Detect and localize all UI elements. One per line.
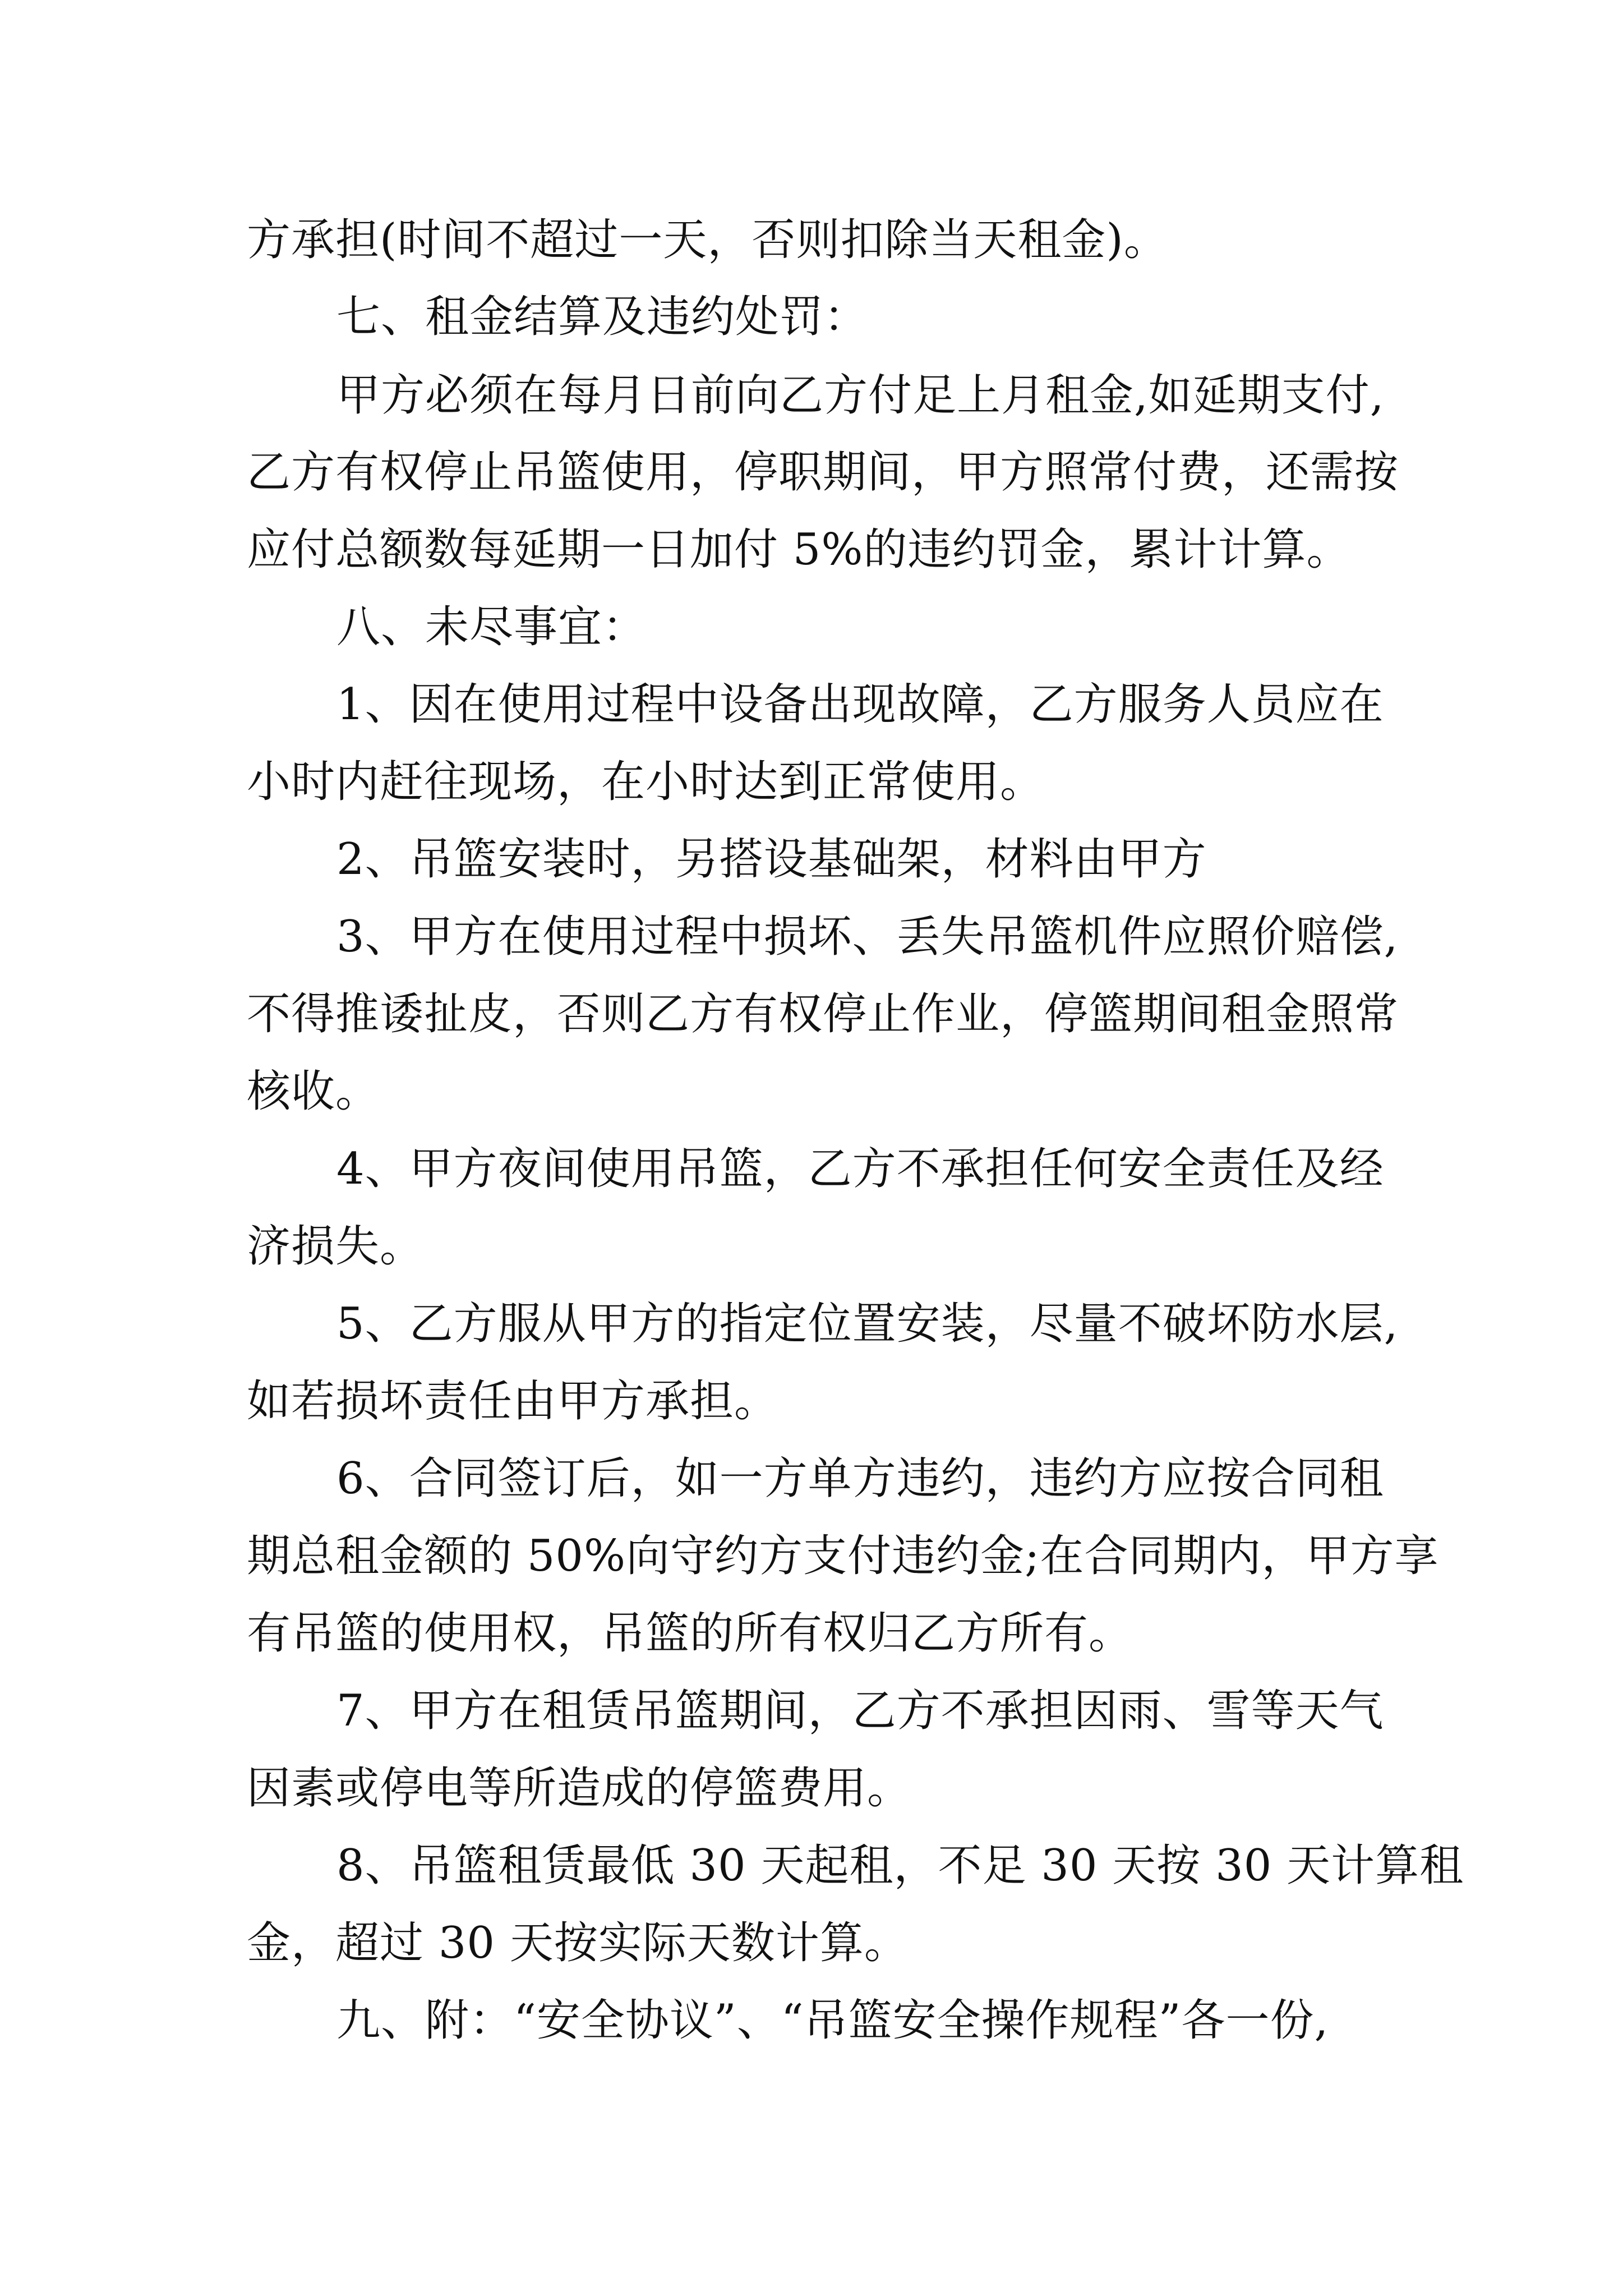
text-line-24: 九、附：“安全协议”、“吊篮安全操作规程”各一份, <box>336 1995 1329 2046</box>
text-line-10: 3、甲方在使用过程中损坏、丢失吊篮机件应照价赔偿, <box>336 912 1399 962</box>
text-line-7: 1、因在使用过程中设备出现故障，乙方服务人员应在 <box>336 679 1384 730</box>
text-line-20: 7、甲方在租赁吊篮期间，乙方不承担因雨、雪等天气 <box>336 1686 1384 1736</box>
section-heading-rent-settlement: 七、租金结算及违约处罚： <box>336 292 869 342</box>
text-line-19: 有吊篮的使用权，吊篮的所有权归乙方所有。 <box>247 1608 1133 1659</box>
text-line-16: 如若损坏责任由甲方承担。 <box>247 1376 779 1427</box>
text-line-23: 金，超过 30 天按实际天数计算。 <box>247 1918 909 1968</box>
text-line-4: 乙方有权停止吊篮使用，停职期间，甲方照常付费，还需按 <box>247 447 1399 498</box>
text-line-9: 2、吊篮安装时，另搭设基础架，材料由甲方 <box>336 834 1207 885</box>
text-line-18: 期总租金额的 50%向守约方支付违约金;在合同期内，甲方享 <box>247 1531 1439 1581</box>
section-heading-other-matters: 八、未尽事宜： <box>336 602 647 652</box>
text-line-15: 5、乙方服从甲方的指定位置安装，尽量不破坏防水层, <box>336 1299 1399 1349</box>
text-line-14: 济损失。 <box>247 1221 425 1272</box>
text-line-8: 小时内赶往现场，在小时达到正常使用。 <box>247 757 1045 807</box>
text-line-13: 4、甲方夜间使用吊篮，乙方不承担任何安全责任及经 <box>336 1144 1384 1194</box>
text-line-17: 6、合同签订后，如一方单方违约，违约方应按合同租 <box>336 1453 1384 1504</box>
text-line-3: 甲方必须在每月日前向乙方付足上月租金,如延期支付, <box>336 370 1385 421</box>
text-line-5: 应付总额数每延期一日加付 5%的违约罚金，累计计算。 <box>247 524 1351 575</box>
text-line-12: 核收。 <box>247 1066 380 1117</box>
text-line-21: 因素或停电等所造成的停篮费用。 <box>247 1763 912 1814</box>
text-line-22: 8、吊篮租赁最低 30 天起租，不足 30 天按 30 天计算租 <box>336 1841 1464 1891</box>
text-line-11: 不得推诿扯皮，否则乙方有权停止作业，停篮期间租金照常 <box>247 989 1399 1039</box>
text-line-1: 方承担(时间不超过一天，否则扣除当天租金)。 <box>247 215 1168 265</box>
